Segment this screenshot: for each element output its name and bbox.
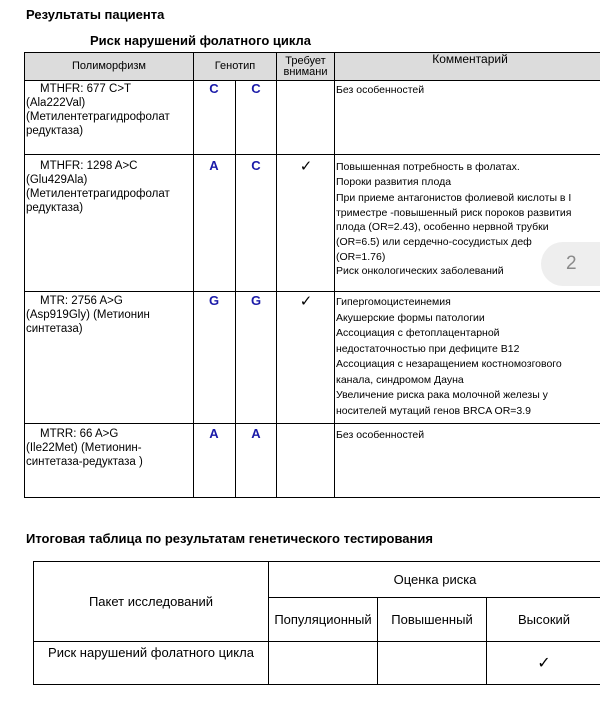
summary-table [33, 561, 600, 685]
row1-genotype-allele1: C [209, 81, 219, 96]
summary-mark-population [269, 642, 377, 684]
row3-genotype-allele2: G [250, 293, 262, 308]
poly-line: (Метилентетрагидрофолат [26, 111, 170, 123]
comment-line: При приеме антагонистов фолиевой кислоты в I [336, 192, 572, 205]
poly-line: MTRR: 66 A>G [40, 428, 119, 440]
summary-title: Итоговая таблица по результатам генетического тестирования [26, 531, 433, 546]
row1-polymorphism [26, 82, 193, 138]
poly-line: MTR: 2756 A>G [40, 295, 123, 307]
comment-line: (OR=6.5) или сердечно-сосудистых деф [336, 235, 532, 248]
comment-line: Гипергомоцистеинемия [336, 296, 451, 308]
poly-line: (Метилентетрагидрофолат [26, 188, 170, 200]
comment-line: носителей мутаций генов BRCA OR=3.9 [336, 404, 532, 417]
row-divider [25, 423, 600, 424]
poly-line: (Asp919Gly) (Метионин [26, 309, 150, 321]
comment-line: Повышенная потребность в фолатах. [336, 161, 520, 173]
summary-mark-high: ✓ [537, 655, 551, 672]
comment-line: Пороки развития плода [336, 175, 452, 188]
poly-line: (Glu429Ala) [26, 174, 88, 186]
comment-line: Ассоциация с незаращением костномозгового [336, 358, 562, 370]
risk-level-elevated: Повышенный [391, 612, 473, 627]
row4-polymorphism [26, 427, 193, 469]
comment-line: Ассоциация с фетоплацентарной [336, 327, 500, 339]
poly-line: (Ile22Met) (Метионин- [26, 442, 142, 454]
comment-line: Риск онкологических заболеваний [336, 265, 504, 278]
row4-genotype-allele2: A [251, 426, 261, 441]
row2-genotype-allele2: C [251, 158, 261, 173]
summary-risk-header: Оценка риска [393, 572, 477, 587]
comment-line: плода (OR=2.43), особенно нервной трубки [336, 221, 549, 234]
poly-line: синтетаза) [26, 323, 83, 335]
risk-level-high: Высокий [517, 612, 571, 627]
comment-line: Без особенностей [336, 84, 425, 96]
folate-risk-table [24, 52, 600, 498]
row3-polymorphism [26, 294, 193, 336]
page-title: Результаты пациента [26, 7, 165, 22]
poly-line: (Ala222Val) [26, 97, 86, 109]
comment-line: канала, синдромом Дауна [336, 373, 464, 386]
comment-line: недостаточностью при дефиците B12 [336, 342, 520, 355]
row4-genotype-allele1: A [209, 426, 219, 441]
summary-row-label: Риск нарушений фолатного цикла [48, 645, 254, 660]
comment-line: (OR=1.76) [336, 250, 386, 263]
comment-line: Акушерские формы патологии [336, 311, 485, 324]
row3-genotype-allele1: G [208, 293, 220, 308]
row4-comment [336, 428, 600, 443]
row1-comment [336, 83, 600, 98]
row2-attention-check: ✓ [299, 158, 313, 175]
col-divider [334, 53, 335, 497]
poly-line: MTHFR: 1298 A>C [40, 160, 138, 172]
header-polymorphism: Полиморфизм [72, 60, 146, 72]
header-attention-line2: внимани [283, 65, 328, 78]
risk-level-population: Популяционный [274, 612, 372, 627]
summary-package-header: Пакет исследований [88, 594, 214, 609]
poly-line: синтетаза-редуктаза ) [26, 456, 143, 468]
row2-polymorphism [26, 159, 193, 215]
page-number-badge[interactable]: 2 [541, 242, 600, 286]
summary-mark-elevated [378, 642, 486, 684]
row-divider [25, 154, 600, 155]
section-title: Риск нарушений фолатного цикла [90, 33, 312, 48]
comment-line: Без особенностей [336, 429, 425, 441]
row3-attention-check: ✓ [299, 293, 313, 310]
row2-genotype-allele1: A [209, 158, 219, 173]
header-attention-line1: Требует [285, 54, 326, 67]
poly-line: редуктаза) [26, 202, 84, 214]
header-comment: Комментарий [432, 52, 508, 66]
poly-line: MTHFR: 677 C>T [40, 83, 132, 95]
row3-comment [336, 295, 600, 419]
header-attention [277, 53, 334, 80]
poly-line: редуктаза) [26, 125, 84, 137]
comment-line: триместре -повышенный риск пороков развития [336, 206, 572, 219]
row1-genotype-allele2: C [251, 81, 261, 96]
header-genotype: Генотип [214, 60, 256, 72]
col-divider [276, 53, 277, 497]
comment-line: Увеличение риска рака молочной железы у [336, 389, 548, 401]
